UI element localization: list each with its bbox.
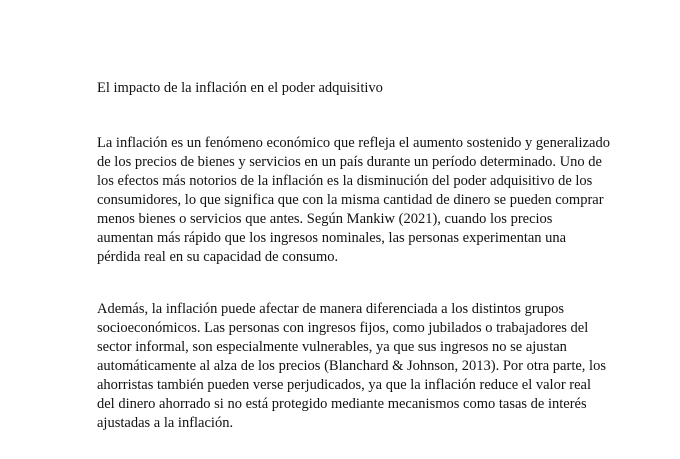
- paragraph-line: los efectos más notorios de la inflación es la disminución del poder adquisitivo de los: [97, 173, 593, 189]
- paragraph-line: ahorristas también pueden verse perjudicados, ya que la inflación reduce el valor real: [97, 377, 591, 393]
- document-title: El impacto de la inflación en el poder adquisitivo: [97, 80, 383, 96]
- paragraph-line: automáticamente al alza de los precios (Blanchard & Johnson, 2013). Por otra parte, los: [97, 358, 606, 374]
- paragraph-line: pérdida real en su capacidad de consumo.: [97, 249, 339, 265]
- paragraph-line: Además, la inflación puede afectar de manera diferenciada a los distintos grupos: [97, 301, 565, 317]
- paragraph-line: de los precios de bienes y servicios en un país durante un período determinado. Uno de: [97, 154, 602, 170]
- paragraph-line: La inflación es un fenómeno económico que refleja el aumento sostenido y generalizado: [97, 135, 610, 151]
- paragraph-line: menos bienes o servicios que antes. Según Mankiw (2021), cuando los precios: [97, 211, 553, 227]
- paragraph-inflation-groups: [97, 300, 606, 433]
- paragraph-line: socioeconómicos. Las personas con ingresos fijos, como jubilados o trabajadores del: [97, 320, 589, 336]
- paragraph-inflation-definition: [97, 134, 610, 267]
- paragraph-line: del dinero ahorrado si no está protegido mediante mecanismos como tasas de interés: [97, 396, 587, 412]
- paragraph-line: sector informal, son especialmente vulnerables, ya que sus ingresos no se ajustan: [97, 339, 567, 355]
- paragraph-line: consumidores, lo que significa que con la misma cantidad de dinero se pueden comprar: [97, 192, 604, 208]
- paragraph-line: ajustadas a la inflación.: [97, 415, 234, 431]
- paragraph-line: aumentan más rápido que los ingresos nominales, las personas experimentan una: [97, 230, 567, 246]
